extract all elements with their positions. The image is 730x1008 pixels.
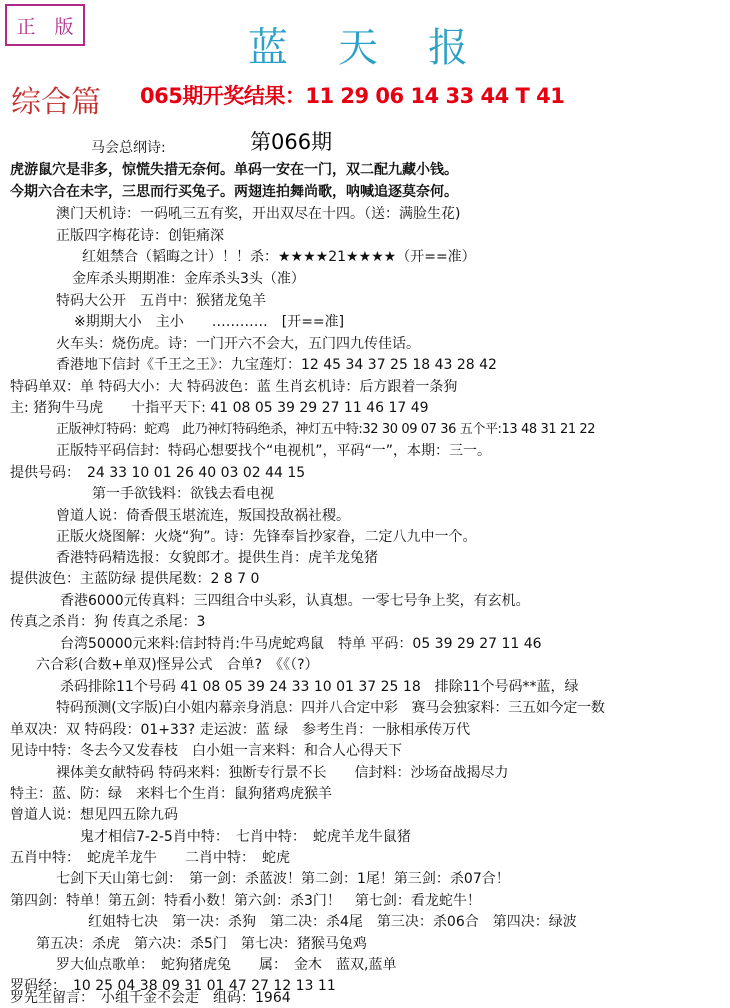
text-line: 特码预测(文字版)白小姐内幕亲身消息：四并八合定中彩 赛马会独家料：三五如今定一数 <box>56 700 605 716</box>
text-line: 火车头：烧伤虎。诗：一门开六不会大，五门四九传佳话。 <box>56 336 420 352</box>
text-line: 曾道人说：想见四五除九码 <box>10 807 178 823</box>
text-line: 提供号码： 24 33 10 01 26 40 03 02 44 15 <box>10 465 306 481</box>
text-line: 杀码排除11个号码 41 08 05 39 24 33 10 01 37 25 18 排除11个号码**蓝，绿 <box>60 679 579 695</box>
text-line: 主: 猪狗牛马虎 十指平天下: 41 08 05 39 29 27 11 46 17 49 <box>10 400 429 416</box>
text-line: 正版四字梅花诗：创钜痛深 <box>56 228 224 244</box>
text-line: 马会总纲诗: <box>91 140 166 156</box>
text-line: 特码单双：单 特码大小：大 特码波色：蓝 生肖玄机诗：后方跟着一条狗 <box>10 379 458 395</box>
text-line: 罗大仙点歌单： 蛇狗猪虎兔 属： 金木 蓝双,蓝单 <box>56 957 397 973</box>
text-line: 澳门天机诗：一码吼三五有奖，开出双尽在十四。（送：满脸生花) <box>56 206 461 222</box>
text-line: 红姐禁合（韬晦之计）！！杀：★★★★21★★★★（开==准） <box>82 249 476 265</box>
text-line: 红姐特七决 第一决：杀狗 第二决：杀4尾 第三决：杀06合 第四决：绿波 <box>88 914 577 930</box>
text-line: 罗码经： 10 25 04 38 09 31 01 47 27 12 13 11 <box>10 978 336 994</box>
text-line: 台湾50000元来料:信封特肖:牛马虎蛇鸡鼠 特单 平码：05 39 29 27 11 46 <box>60 636 542 652</box>
text-line: 特主：蓝、防：绿 来料七个生肖：鼠狗猪鸡虎猴羊 <box>10 786 332 802</box>
text-line: ※期期大小 主小 ………… [开==准] <box>74 314 345 330</box>
text-line: 香港特码精选报：女貌郎才。提供生肖：虎羊龙兔猪 <box>56 550 378 566</box>
text-line: 今期六合在未字，三思而行买兔子。两翅连拍舞尚歌，呐喊追逐莫奈何。 <box>10 184 458 200</box>
text-line: 特码大公开 五肖中：猴猪龙兔羊 <box>56 293 266 309</box>
text-line: 第一手欲钱料：欲钱去看电视 <box>92 486 274 502</box>
section-title: 综合篇 <box>11 85 101 120</box>
newspaper-title: 蓝天报 <box>248 25 518 71</box>
text-line: 正版特平码信封：特码心想要找个“电视机”，平码“一”，本期：三一。 <box>56 443 492 459</box>
stamp-char-left: 正 <box>16 15 36 38</box>
text-line: 虎游鼠穴是非多，惊慌失措无奈何。单码一安在一门，双二配九藏小钱。 <box>10 162 458 178</box>
stamp-char-right: 版 <box>54 15 74 38</box>
text-line: 香港地下信封《千王之王》：九宝莲灯：12 45 34 37 25 18 43 28 42 <box>56 357 497 373</box>
text-line: 香港6000元传真料：三四组合中头彩，认真想。一零七号争上奖，有玄机。 <box>60 593 530 609</box>
text-line: 见诗中特：冬去今又发春枝 白小姐一言来料：和合人心得天下 <box>10 743 402 759</box>
text-line: 六合彩(合数+单双)怪异公式 合单? 《《（?） <box>36 657 319 673</box>
text-line: 第四剑：特单！第五剑：特看小数！第六剑：杀3门！ 第七剑：看龙蛇牛！ <box>10 893 481 909</box>
text-line: 五肖中特： 蛇虎羊龙牛 二肖中特： 蛇虎 <box>10 850 290 866</box>
text-line: 七剑下天山第七剑： 第一剑：杀蓝波！第二剑：1尾！第三剑：杀07合！ <box>56 871 510 887</box>
text-line: 正版火烧图解：火烧“狗”。诗：先锋奉旨抄家眷，二定八九中一个。 <box>56 529 477 545</box>
text-line: 金库杀头期期准：金库杀头3头（准） <box>72 271 305 287</box>
text-line: 鬼才相信7-2-5肖中特： 七肖中特： 蛇虎羊龙牛鼠猪 <box>80 829 411 845</box>
text-line: 裸体美女献特码 特码来料：独断专行景不长 信封料：沙场奋战揭尽力 <box>56 765 509 781</box>
draw-result: 065期开奖结果：11 29 06 14 33 44 T 41 <box>140 84 565 108</box>
text-line: 正版神灯特码：蛇鸡 此乃神灯特码绝杀，神灯五中特:32 30 09 07 36 五个平:13 48 31 21 22 <box>56 422 596 437</box>
text-line: 传真之杀肖：狗 传真之杀尾：3 <box>10 614 206 630</box>
text-line: 第五决：杀虎 第六决：杀5门 第七决：猪猴马兔鸡 <box>36 936 367 952</box>
text-line: 单双决：双 特码段：01+33? 走运波：蓝 绿 参考生肖：一脉相承传万代 <box>10 722 471 738</box>
text-line: 曾道人说：倚香偎玉堪流连，叛国投敌祸社稷。 <box>56 508 350 524</box>
official-edition-stamp <box>5 4 85 46</box>
text-line: 提供波色：主蓝防绿 提供尾数：2 8 7 0 <box>10 571 260 587</box>
issue-number: 第066期 <box>250 130 333 154</box>
text-line: 罗先生留言： 小组千金不会走 组码：1964 <box>10 990 291 1006</box>
